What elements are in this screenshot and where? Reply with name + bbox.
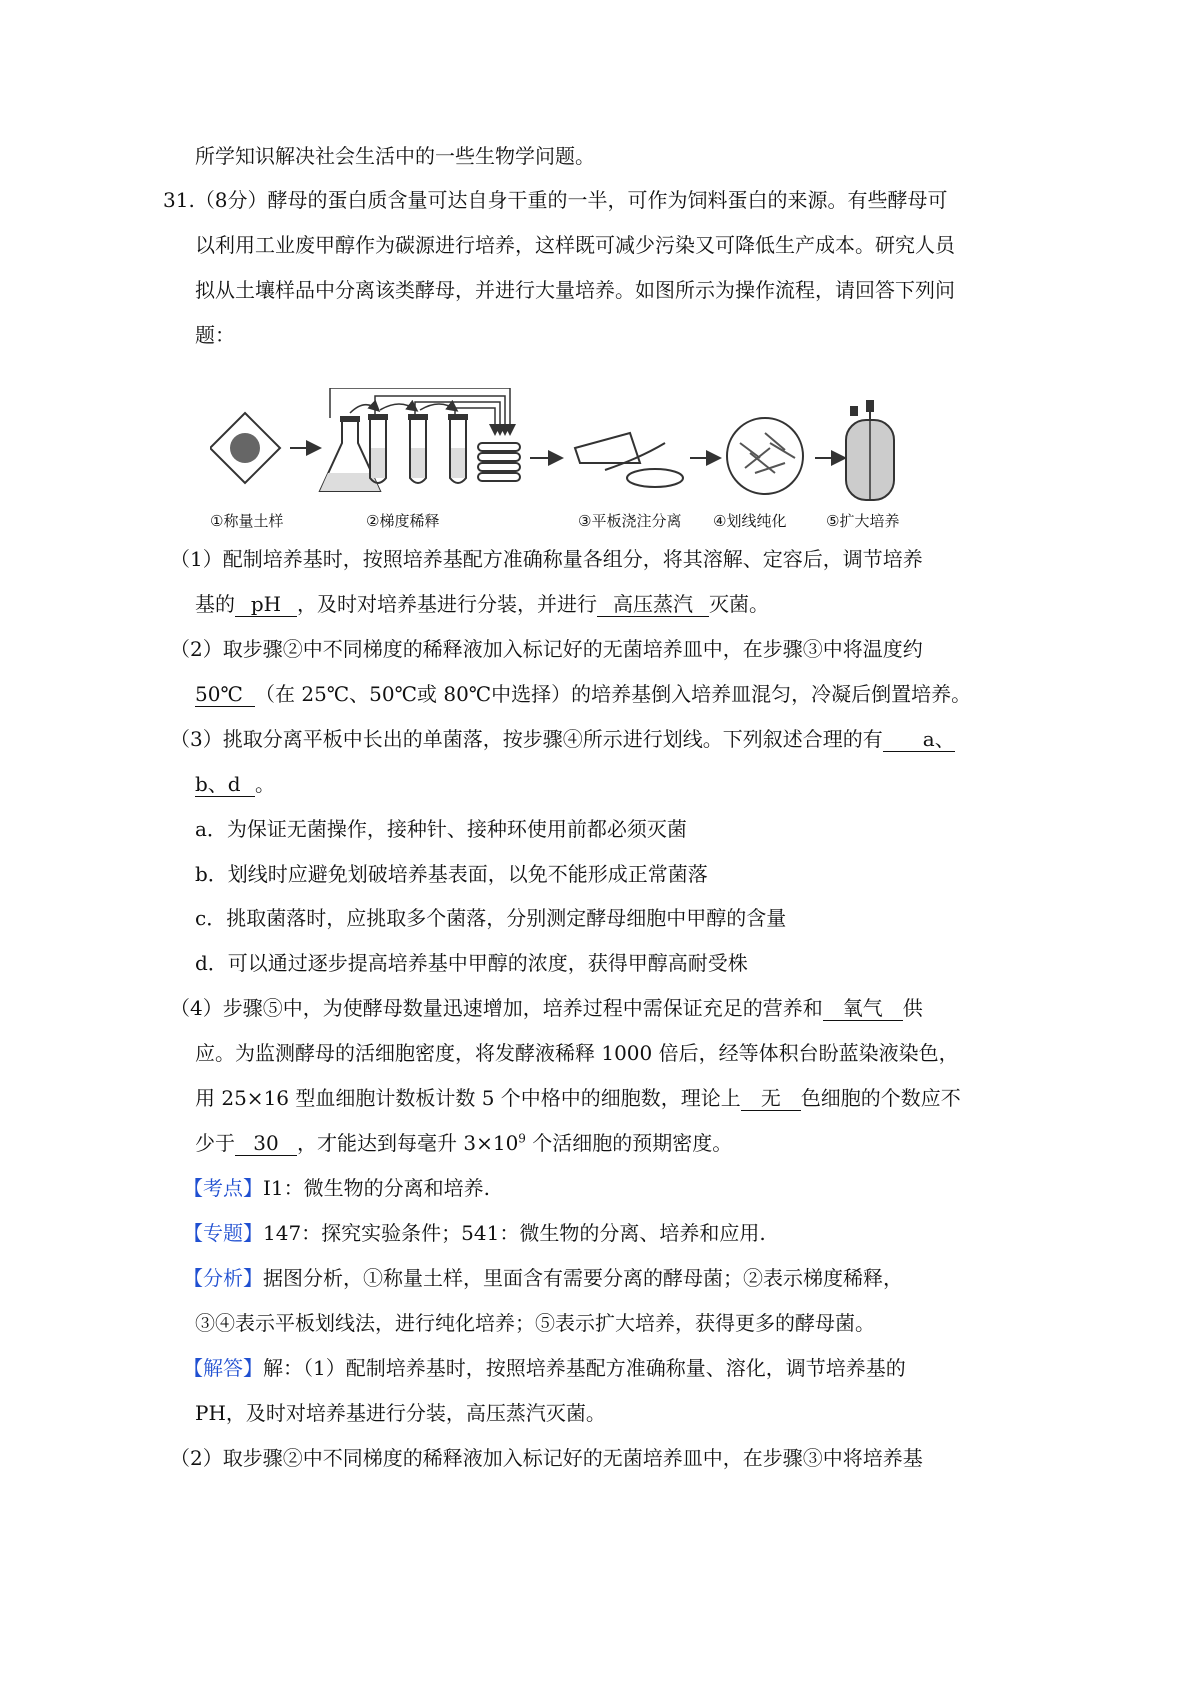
fenxi-tag: 【分析】 [183, 1266, 263, 1290]
part4-line4 [195, 1129, 732, 1157]
text: 基的 [195, 592, 235, 616]
question-stem-line2: 以利用工业废甲醇作为碳源进行培养，这样既可减少污染又可降低生产成本。研究人员 [195, 233, 955, 257]
answer-blank: 30 [235, 1131, 297, 1156]
text: 147：探究实验条件；541：微生物的分离、培养和应用. [263, 1221, 766, 1245]
part3-line2 [195, 770, 275, 798]
step2-caption: ②梯度稀释 [366, 512, 440, 530]
text: 个活细胞的预期密度。 [525, 1131, 733, 1155]
text: 色细胞的个数应不 [800, 1086, 961, 1110]
text: （在 25℃、50℃或 80℃中选择）的培养基倒入培养皿混匀，冷凝后倒置培养。 [255, 682, 972, 706]
answer-blank: b、d [195, 772, 255, 797]
text: （3）挑取分离平板中长出的单菌落，按步骤④所示进行划线。下列叙述合理的有 [170, 727, 883, 751]
text: （4）步骤⑤中，为使酵母数量迅速增加，培养过程中需保证充足的营养和 [170, 996, 823, 1020]
kaodian-line [183, 1174, 490, 1202]
part4-line1 [170, 994, 923, 1022]
part3-line1 [170, 725, 955, 753]
text: 。 [255, 772, 275, 796]
streak-plate-icon [727, 418, 803, 494]
option-a: a．为保证无菌操作，接种针、接种环使用前都必须灭菌 [195, 817, 687, 841]
text: 少于 [195, 1131, 235, 1155]
step1-caption: ①称量土样 [210, 512, 284, 530]
question-stem-line1 [163, 186, 948, 214]
soil-sample-icon [210, 413, 280, 483]
fenxi-line1 [183, 1264, 903, 1292]
text: I1：微生物的分离和培养. [263, 1176, 490, 1200]
question-number: 31. [163, 188, 195, 212]
part4-line3 [195, 1084, 961, 1112]
fenxi-line2: ③④表示平板划线法，进行纯化培养；⑤表示扩大培养，获得更多的酵母菌。 [195, 1311, 875, 1335]
jieda-line3: （2）取步骤②中不同梯度的稀释液加入标记好的无菌培养皿中，在步骤③中将培养基 [170, 1446, 923, 1470]
stem-text: 酵母的蛋白质含量可达自身干重的一半，可作为饲料蛋白的来源。有些酵母可 [267, 188, 948, 212]
text: 用 25×16 型血细胞计数板计数 5 个中格中的细胞数，理论上 [195, 1086, 741, 1110]
jieda-line2: PH，及时对培养基进行分装，高压蒸汽灭菌。 [195, 1401, 606, 1425]
question-score: （8分） [194, 188, 268, 212]
step3-caption: ③平板浇注分离 [578, 512, 682, 530]
answer-blank: 氧气 [823, 996, 903, 1021]
option-d: d．可以通过逐步提高培养基中甲醇的浓度，获得甲醇高耐受株 [195, 951, 748, 975]
answer-blank: a、 [883, 727, 955, 752]
test-tubes-icon [368, 414, 468, 483]
jieda-line1 [183, 1354, 906, 1382]
plate-stack-icon [478, 443, 520, 481]
question-stem-line4: 题： [195, 323, 235, 347]
jieda-tag: 【解答】 [183, 1356, 263, 1380]
part1-line2 [195, 590, 769, 618]
answer-blank: pH [235, 592, 297, 617]
answer-blank: 无 [741, 1086, 801, 1111]
text: 供 [902, 996, 923, 1020]
procedure-figure [210, 388, 950, 503]
question-stem-line3: 拟从土壤样品中分离该类酵母，并进行大量培养。如图所示为操作流程，请回答下列问 [195, 278, 955, 302]
zhuanti-line [183, 1219, 766, 1247]
zhuanti-tag: 【专题】 [183, 1221, 263, 1245]
step5-caption: ⑤扩大培养 [826, 512, 900, 530]
part2-line2 [195, 680, 971, 708]
intro-tail: 所学知识解决社会生活中的一些生物学问题。 [195, 144, 595, 168]
kaodian-tag: 【考点】 [183, 1176, 263, 1200]
part1-line1: （1）配制培养基时，按照培养基配方准确称量各组分，将其溶解、定容后，调节培养 [170, 547, 923, 571]
part4-line2: 应。为监测酵母的活细胞密度，将发酵液稀释 1000 倍后，经等体积台盼蓝染液染色， [195, 1041, 959, 1065]
answer-blank: 50℃ [195, 682, 255, 707]
text: 解：（1）配制培养基时，按照培养基配方准确称量、溶化，调节培养基的 [263, 1356, 906, 1380]
step4-caption: ④划线纯化 [713, 512, 787, 530]
text: ，及时对培养基进行分装，并进行 [297, 592, 597, 616]
option-c: c．挑取菌落时，应挑取多个菌落，分别测定酵母细胞中甲醇的含量 [195, 906, 787, 930]
option-b: b．划线时应避免划破培养基表面，以免不能形成正常菌落 [195, 862, 708, 886]
text: 据图分析，①称量土样，里面含有需要分离的酵母菌；②表示梯度稀释， [263, 1266, 903, 1290]
pouring-plate-icon [575, 433, 683, 487]
fermenter-icon [846, 400, 894, 500]
answer-blank: 高压蒸汽 [597, 592, 709, 617]
text: 灭菌。 [709, 592, 769, 616]
part2-line1: （2）取步骤②中不同梯度的稀释液加入标记好的无菌培养皿中，在步骤③中将温度约 [170, 637, 923, 661]
exponent: 9 [518, 1131, 526, 1146]
text: ，才能达到每毫升 3×10 [297, 1131, 519, 1155]
